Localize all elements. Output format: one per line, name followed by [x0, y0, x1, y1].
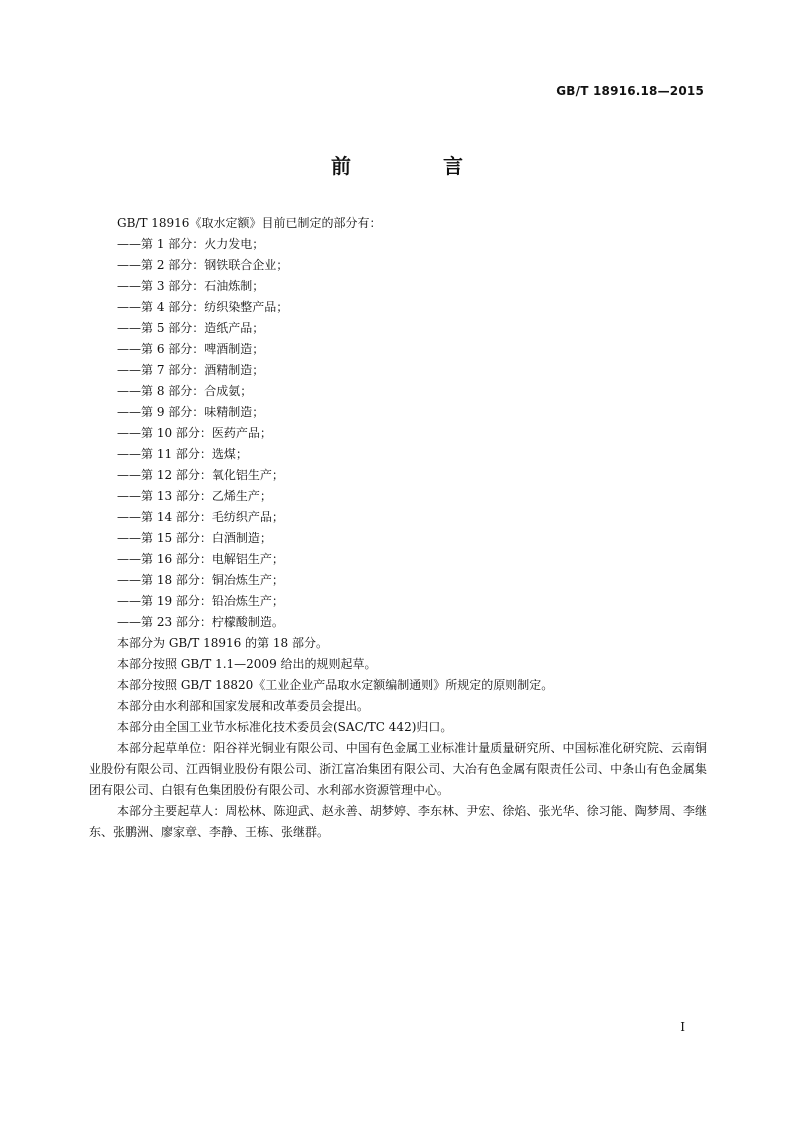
list-item: ——第 8 部分：合成氨； — [117, 384, 253, 398]
list-item: ——第 7 部分：酒精制造； — [117, 363, 265, 377]
list-item: ——第 18 部分：铜冶炼生产； — [117, 573, 284, 587]
list-item: ——第 14 部分：毛纺织产品； — [117, 510, 284, 524]
list-item: ——第 9 部分：味精制造； — [117, 405, 265, 419]
intro-line: GB/T 18916《取水定额》目前已制定的部分有： — [117, 216, 382, 230]
statement-proposer: 本部分由水利部和国家发展和改革委员会提出。 — [117, 699, 370, 713]
standard-code: GB/T 18916.18—2015 — [556, 84, 704, 98]
statement-drafting-rules: 本部分按照 GB/T 1.1—2009 给出的规则起草。 — [117, 657, 377, 671]
list-item: ——第 15 部分：白酒制造； — [117, 531, 272, 545]
list-item: ——第 16 部分：电解铝生产； — [117, 552, 284, 566]
list-item: ——第 2 部分：钢铁联合企业； — [117, 258, 289, 272]
statement-committee: 本部分由全国工业节水标准化技术委员会(SAC/TC 442)归口。 — [117, 720, 453, 734]
statement-part-number: 本部分为 GB/T 18916 的第 18 部分。 — [117, 636, 328, 650]
page-number: I — [680, 1020, 685, 1034]
list-item: ——第 10 部分：医药产品； — [117, 426, 272, 440]
parts-list — [89, 234, 707, 633]
list-item: ——第 19 部分：铅冶炼生产； — [117, 594, 284, 608]
list-item: ——第 11 部分：选煤； — [117, 447, 248, 461]
list-item: ——第 13 部分：乙烯生产； — [117, 489, 272, 503]
list-item: ——第 6 部分：啤酒制造； — [117, 342, 265, 356]
list-item: ——第 4 部分：纺织染整产品； — [117, 300, 289, 314]
foreword-body — [89, 213, 707, 843]
list-item: ——第 3 部分：石油炼制； — [117, 279, 265, 293]
list-item: ——第 12 部分：氧化铝生产； — [117, 468, 284, 482]
page-title: 前 言 — [331, 154, 499, 178]
drafting-units-paragraph: 本部分起草单位：阳谷祥光铜业有限公司、中国有色金属工业标准计量质量研究所、中国标准化研究院、云南铜业股份有限公司、江西铜业股份有限公司、浙江富冶集团有限公司、大冶有色金属有限责任公司、中条山有色金属集团有限公司、白银有色集团股份有限公司、水利部水资源管理中心。 — [89, 741, 707, 797]
statement-principles: 本部分按照 GB/T 18820《工业企业产品取水定额编制通则》所规定的原则制定。 — [117, 678, 554, 692]
list-item: ——第 1 部分：火力发电； — [117, 237, 265, 251]
drafters-paragraph: 本部分主要起草人：周松林、陈迎武、赵永善、胡梦婷、李东林、尹宏、徐焰、张光华、徐习能、陶梦周、李继东、张鹏洲、廖家章、李静、王栋、张继群。 — [89, 804, 707, 839]
list-item: ——第 23 部分：柠檬酸制造。 — [117, 615, 284, 629]
list-item: ——第 5 部分：造纸产品； — [117, 321, 265, 335]
